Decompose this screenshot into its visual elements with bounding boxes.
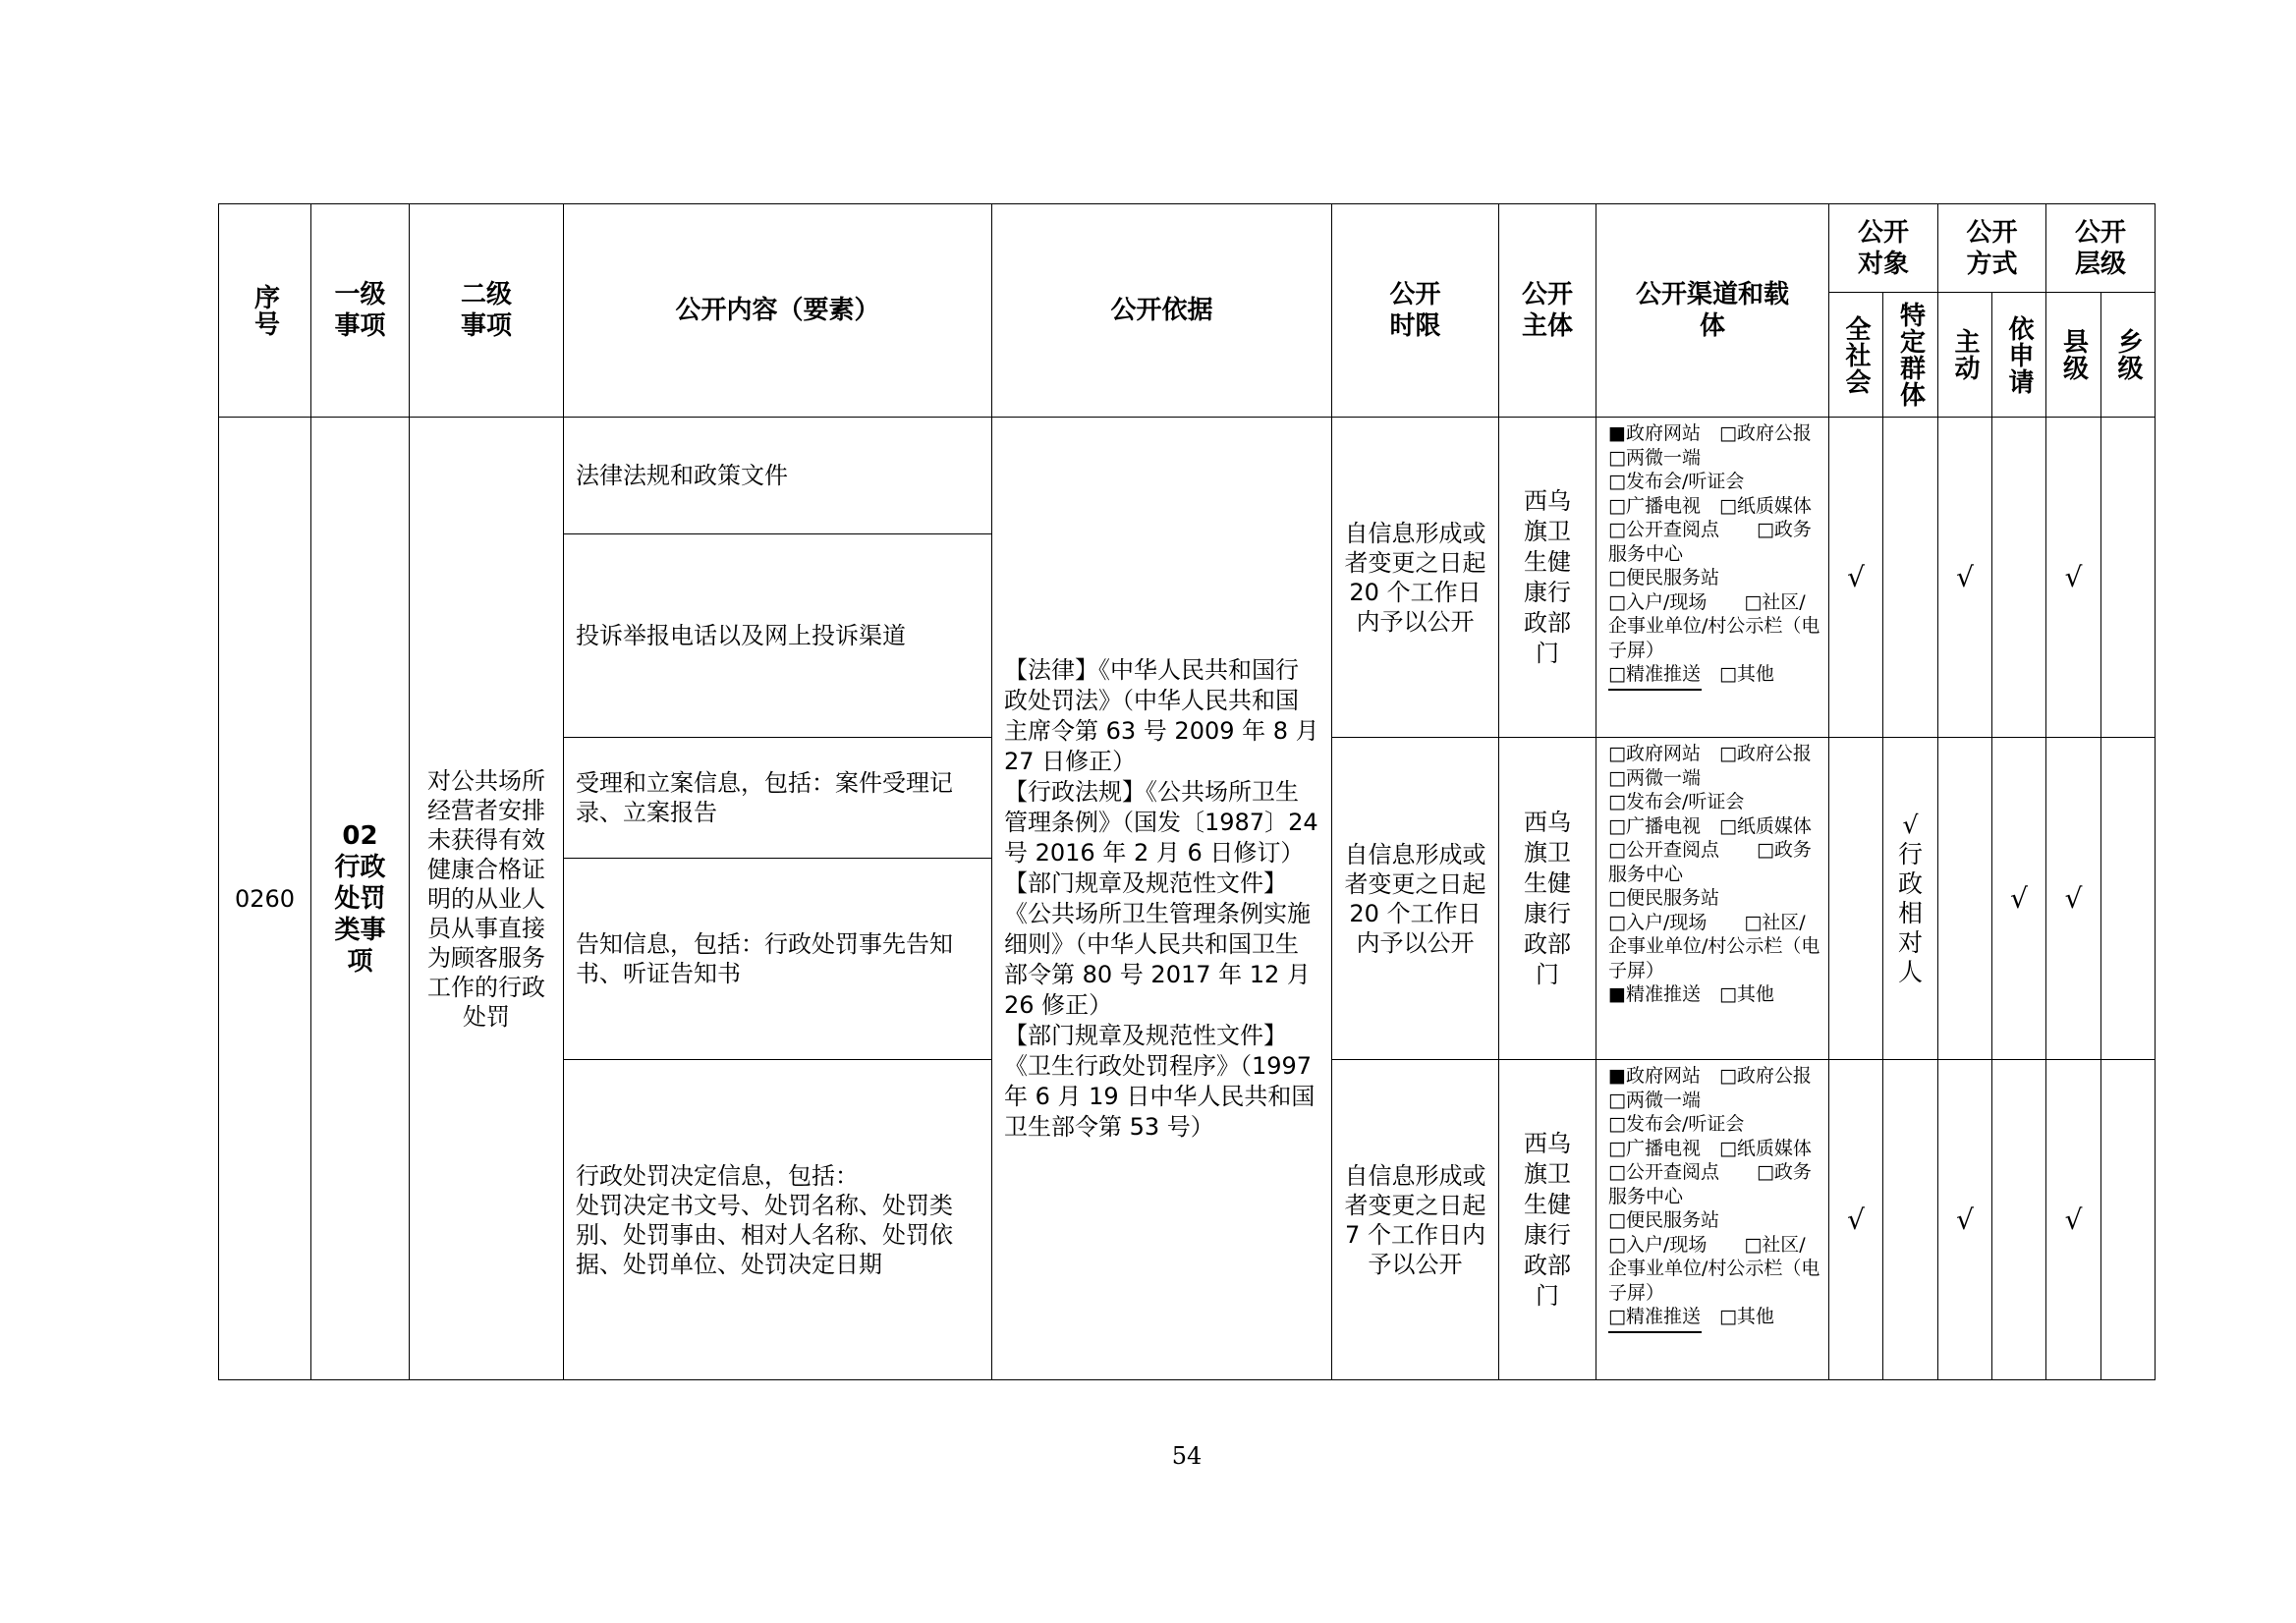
mode-active-1: √	[1937, 417, 1992, 738]
target-specific-2: √行政相对人	[1882, 737, 1938, 1060]
row-level1: 02 行政处罚类事项	[310, 417, 410, 1380]
mode-active-2	[1937, 737, 1992, 1060]
mode-apply-1	[1991, 417, 2046, 738]
page-number: 54	[1171, 1442, 1203, 1470]
tier-township-1	[2100, 417, 2156, 738]
tier-county-2: √	[2045, 737, 2101, 1060]
basis-text: 【法律】《中华人民共和国行政处罚法》（中华人民共和国主席令第 63 号 2009 年 8 月 27 日修正） 【行政法规】《公共场所卫生管理条例》（国发〔1987〕24 号 2016 年 2 月 6 日修订） 【部门规章及规范性文件】《公共场所卫生管理条例实施细则》（中华人民共和国卫生部令第 80 号 2017 年 12 月 26 修正） 【部门规章及规范性文件】《卫生行政处罚程序》（1997 年 6 月 19 日中华人民共和国卫生部令第 53 号）	[991, 417, 1332, 1380]
content-item-2: 投诉举报电话以及网上投诉渠道	[563, 533, 992, 738]
tier-county-1: √	[2045, 417, 2101, 738]
subject-2: 西乌旗卫生健康行政部门	[1498, 737, 1596, 1060]
header-mode: 公开方式	[1937, 203, 2046, 293]
target-all-2	[1828, 737, 1883, 1060]
time-limit-1: 自信息形成或者变更之日起 20 个工作日内予以公开	[1331, 417, 1499, 738]
content-item-5: 行政处罚决定信息，包括： 处罚决定书文号、处罚名称、处罚类别、处罚事由、相对人名称、处罚依据、处罚单位、处罚决定日期	[563, 1059, 992, 1380]
header-target-all: 全社会	[1828, 292, 1883, 418]
underline-rule	[1608, 689, 1702, 691]
target-all-3: √	[1828, 1059, 1883, 1380]
tier-county-3: √	[2045, 1059, 2101, 1380]
header-target-specific: 特定群体	[1882, 292, 1938, 418]
mode-active-3: √	[1937, 1059, 1992, 1380]
header-basis: 公开依据	[991, 203, 1332, 418]
target-all-1: √	[1828, 417, 1883, 738]
mode-apply-2: √	[1991, 737, 2046, 1060]
header-tier-county: 县级	[2045, 292, 2101, 418]
header-seq: 序号	[218, 203, 311, 418]
channel-2: □政府网站 □政府公报 □两微一端 □发布会/听证会 □广播电视 □纸质媒体 □公开查阅点 □政务服务中心 □便民服务站 □入户/现场 □社区/企事业单位/村公示栏（电子屏） ■精准推送 □其他	[1596, 737, 1829, 1060]
content-item-3: 受理和立案信息，包括：案件受理记录、立案报告	[563, 737, 992, 859]
mode-apply-3	[1991, 1059, 2046, 1380]
row-seq: 0260	[218, 417, 311, 1380]
header-target: 公开对象	[1828, 203, 1938, 293]
row-level2: 对公共场所经营者安排未获得有效健康合格证明的从业人员从事直接为顾客服务工作的行政处罚	[409, 417, 564, 1380]
tier-township-3	[2100, 1059, 2156, 1380]
header-content: 公开内容（要素）	[563, 203, 992, 418]
channel-3: ■政府网站 □政府公报 □两微一端 □发布会/听证会 □广播电视 □纸质媒体 □公开查阅点 □政务服务中心 □便民服务站 □入户/现场 □社区/企事业单位/村公示栏（电子屏） □精准推送 □其他	[1596, 1059, 1829, 1380]
header-mode-apply: 依申请	[1991, 292, 2046, 418]
subject-1: 西乌旗卫生健康行政部门	[1498, 417, 1596, 738]
header-level2: 二级事项	[409, 203, 564, 418]
target-specific-1	[1882, 417, 1938, 738]
tier-township-2	[2100, 737, 2156, 1060]
header-mode-active: 主动	[1937, 292, 1992, 418]
header-tier-township: 乡级	[2100, 292, 2156, 418]
subject-3: 西乌旗卫生健康行政部门	[1498, 1059, 1596, 1380]
target-specific-3	[1882, 1059, 1938, 1380]
header-time-limit: 公开时限	[1331, 203, 1499, 418]
content-item-4: 告知信息，包括：行政处罚事先告知书、听证告知书	[563, 858, 992, 1060]
header-channel: 公开渠道和载体	[1596, 203, 1829, 418]
time-limit-2: 自信息形成或者变更之日起 20 个工作日内予以公开	[1331, 737, 1499, 1060]
header-tier: 公开层级	[2045, 203, 2156, 293]
channel-1: ■政府网站 □政府公报 □两微一端 □发布会/听证会 □广播电视 □纸质媒体 □公开查阅点 □政务服务中心 □便民服务站 □入户/现场 □社区/企事业单位/村公示栏（电子屏） □精准推送 □其他	[1596, 417, 1829, 738]
underline-rule	[1608, 1331, 1702, 1333]
content-item-1: 法律法规和政策文件	[563, 417, 992, 534]
header-level1: 一级事项	[310, 203, 410, 418]
time-limit-3: 自信息形成或者变更之日起 7 个工作日内予以公开	[1331, 1059, 1499, 1380]
header-subject: 公开主体	[1498, 203, 1596, 418]
